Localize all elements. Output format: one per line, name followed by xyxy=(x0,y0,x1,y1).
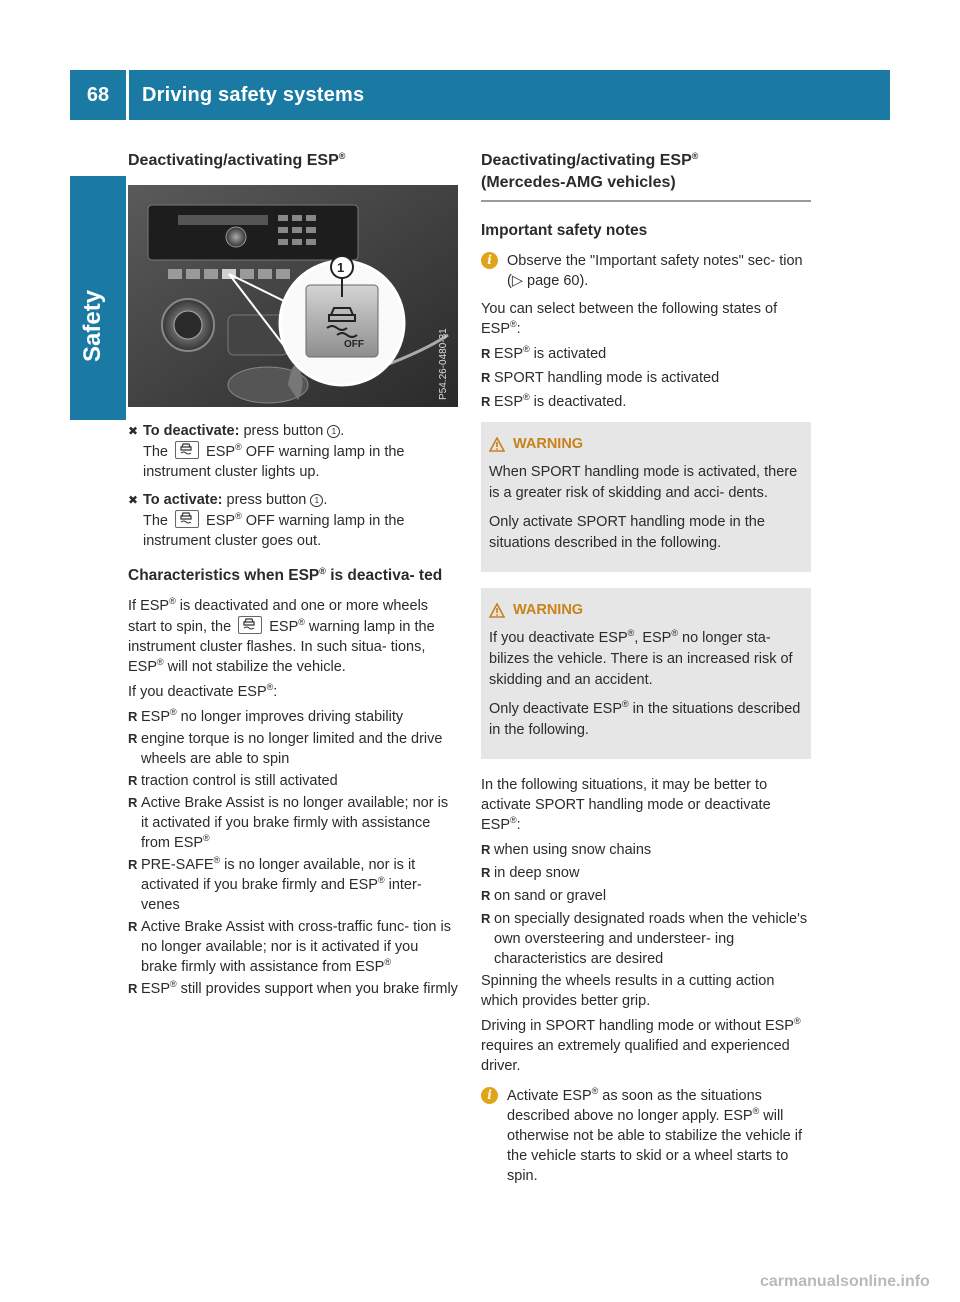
list-item: R ESP® is activated xyxy=(481,344,607,362)
list-item: R SPORT handling mode is activated xyxy=(481,370,720,386)
esp-off-lamp-icon xyxy=(175,510,199,528)
warning-box-sport xyxy=(481,422,811,572)
step-arrow-icon: ✖ xyxy=(128,493,139,507)
warning-header: WARNING xyxy=(489,600,801,620)
warning-text: Only deactivate ESP® in the situations described in the following. xyxy=(489,699,801,738)
info-note: i Observe the "Important safety notes" sec- tion (▷ page 60). xyxy=(481,251,811,291)
warning-header: WARNING xyxy=(489,434,801,454)
right-column xyxy=(481,150,811,1194)
step-activate: ✖ To activate: press button 1 . The ESP® OFF warning lamp in the instrument cluster goes out. xyxy=(128,492,405,549)
section-title-esp: Deactivating/activating ESP® xyxy=(128,151,346,169)
step-deactivate: ✖ To deactivate: press button 1 . The ESP® OFF warning lamp in the instrument cluster lights up. xyxy=(128,423,405,480)
situations-intro: In the following situations, it may be better to activate SPORT handling mode or deactivate ESP®: xyxy=(481,777,771,833)
warning-text: When SPORT handling mode is activated, there is a greater risk of skidding and acci- dents. xyxy=(489,464,798,501)
warning-triangle-icon xyxy=(489,603,505,618)
list-item: R when using snow chains xyxy=(481,842,652,858)
warning-text: If you deactivate ESP®, ESP® no longer sta- bilizes the vehicle. There is an increased risk of skidding and an accident. xyxy=(489,628,793,688)
warning-text: Only activate SPORT handling mode in the situations described in the following. xyxy=(489,514,765,551)
spinning-paragraph: Spinning the wheels results in a cutting action which provides better grip. xyxy=(481,973,775,1009)
info-icon: i xyxy=(481,252,498,269)
page-title: Driving safety systems xyxy=(142,84,365,106)
photo-code: P54.26-0480-31 xyxy=(438,328,449,400)
dashboard-photo xyxy=(128,185,458,407)
characteristics-paragraph: If ESP® is deactivated and one or more wheels start to spin, the ESP® warning lamp in the instrument cluster flashes. In such situa- tions, ESP® will not stabilize the vehicle. xyxy=(128,596,435,675)
header-divider xyxy=(126,70,129,120)
list-item: R ESP® no longer improves driving stability xyxy=(128,707,404,725)
list-item: R on specially designated roads when the vehicle's own oversteering and understeer- ing characteristics are desired xyxy=(481,911,808,967)
section-title-amg: Deactivating/activating ESP® (Mercedes-AMG vehicles) xyxy=(481,151,699,191)
list-item: R in deep snow xyxy=(481,865,580,881)
driving-paragraph: Driving in SPORT handling mode or without ESP® requires an extremely qualified and experienced driver. xyxy=(481,1016,801,1074)
esp-warning-lamp-icon xyxy=(238,616,262,634)
deactivate-effects-list xyxy=(128,707,458,999)
situations-list xyxy=(481,840,811,969)
list-item: R on sand or gravel xyxy=(481,888,607,904)
left-column xyxy=(128,150,458,1001)
list-item: R traction control is still activated xyxy=(128,773,338,789)
list-item: R PRE-SAFE® is no longer available, nor is it activated if you brake firmly and ESP® inter- venes xyxy=(128,855,422,913)
list-item: R ESP® is deactivated. xyxy=(481,392,627,410)
photo-off-label: OFF xyxy=(344,339,364,350)
list-item: R ESP® still provides support when you brake firmly xyxy=(128,979,458,997)
safety-notes-heading: Important safety notes xyxy=(481,222,648,239)
dashboard-illustration xyxy=(128,185,458,407)
list-item: R Active Brake Assist with cross-traffic func- tion is no longer available; nor is it activated if you brake firmly with assistance from ESP® xyxy=(128,919,451,975)
deactivate-intro: If you deactivate ESP®: xyxy=(128,682,278,700)
page-number: 68 xyxy=(86,84,110,106)
side-tab-label: Safety xyxy=(79,289,106,362)
section-rule xyxy=(481,200,811,202)
info-note: i Activate ESP® as soon as the situations described above no longer apply. ESP® will otherwise not be able to stabilize the vehicle if the vehicle starts to skid or a wheel starts to spin. xyxy=(481,1086,811,1186)
info-icon: i xyxy=(481,1087,498,1104)
list-item: R engine torque is no longer limited and the drive wheels are able to spin xyxy=(128,731,443,767)
step-arrow-icon: ✖ xyxy=(128,424,139,438)
list-item: R Active Brake Assist is no longer available; nor is it activated if you brake firmly with assistance from ESP® xyxy=(128,795,449,851)
esp-off-lamp-icon xyxy=(175,441,199,459)
states-intro: You can select between the following states of ESP®: xyxy=(481,301,778,337)
warning-box-esp xyxy=(481,588,811,759)
characteristics-heading: Characteristics when ESP® is deactiva- ted xyxy=(128,566,443,584)
warning-triangle-icon xyxy=(489,437,505,452)
states-list xyxy=(481,344,811,412)
watermark: carmanualsonline.info xyxy=(760,1273,930,1290)
photo-callout-1: 1 xyxy=(337,260,345,275)
